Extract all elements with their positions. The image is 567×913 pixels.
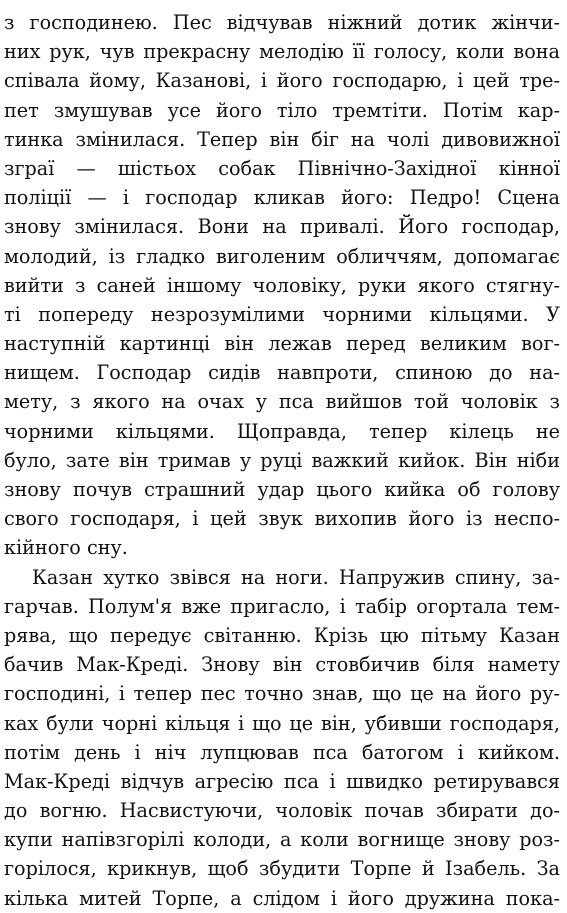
text-line: до вогню. Насвистуючи, чоловік почав збирати до- [4, 799, 560, 823]
text-line: бачив Мак-Креді. Знову він стовбичив біля намету [4, 653, 560, 677]
paragraph [4, 8, 560, 563]
text-line: Казан хутко звівся на ноги. Напружив спину, за- [32, 565, 560, 589]
text-line: поліції — і господар кликав його: Педро! Сцена [4, 186, 560, 210]
text-line: вийти з саней іншому чоловіку, руки якого стягну- [4, 273, 560, 297]
text-line: кілька митей Торпе, а слідом і його дружина пока- [4, 886, 560, 910]
text-line: рява, що передує світанню. Крізь цю пітьму Казан [4, 623, 560, 647]
text-line: купи напівзгорілі колоди, а коли вогнище знову роз- [4, 828, 560, 852]
text-line: ках були чорні кільця і що це він, убивши господаря, [4, 711, 560, 735]
text-line: мету, з якого на очах у пса вийшов той чоловік з [4, 390, 560, 414]
text-line: Мак-Креді відчув агресію пса і швидко ретирувався [4, 769, 560, 793]
text-line: господині, і тепер пес точно знав, що це на його ру- [4, 682, 560, 706]
book-page-text [4, 8, 560, 913]
text-line: потім день і ніч лупцював пса батогом і кийком. [4, 740, 560, 764]
text-line: чорними кільцями. Щоправда, тепер кілець не [4, 419, 560, 443]
text-line: них рук, чув прекрасну мелодію її голосу, коли вона [4, 40, 560, 64]
text-line: з господинею. Пес відчував ніжний дотик жінчи- [4, 11, 560, 34]
text-line: горілося, крикнув, щоб збудити Торпе й Ізабель. За [4, 857, 560, 881]
text-line: знову змінилася. Вони на привалі. Його господар, [4, 215, 560, 239]
text-line: тинка змінилася. Тепер він біг на чолі дивовижної [4, 127, 560, 151]
text-line: знову почув страшний удар цього кийка об голову [4, 478, 560, 501]
paragraph [4, 563, 560, 913]
text-line: співала йому, Казанові, і його господарю, і цей тре- [4, 69, 560, 93]
text-line: свого господаря, і цей звук вихопив його із неспо- [4, 507, 560, 531]
text-line: наступній картинці він лежав перед великим вог- [4, 332, 560, 356]
text-line: було, зате він тримав у руці важкий кийок. Він ніби [4, 448, 560, 472]
text-line: ті попереду незрозумілими чорними кільцями. У [4, 302, 560, 326]
text-line: гарчав. Полум'я вже пригасло, і табір огортала тем- [4, 594, 560, 618]
text-line: зграї — шістьох собак Північно-Західної кінної [4, 156, 560, 180]
text-line: кійного сну. [4, 536, 128, 560]
text-line: пет змушував усе його тіло тремтіти. Потім кар- [4, 98, 560, 122]
text-line: молодий, із гладко виголеним обличчям, допомагає [4, 244, 560, 268]
text-line: нищем. Господар сидів навпроти, спиною до на- [4, 361, 560, 385]
